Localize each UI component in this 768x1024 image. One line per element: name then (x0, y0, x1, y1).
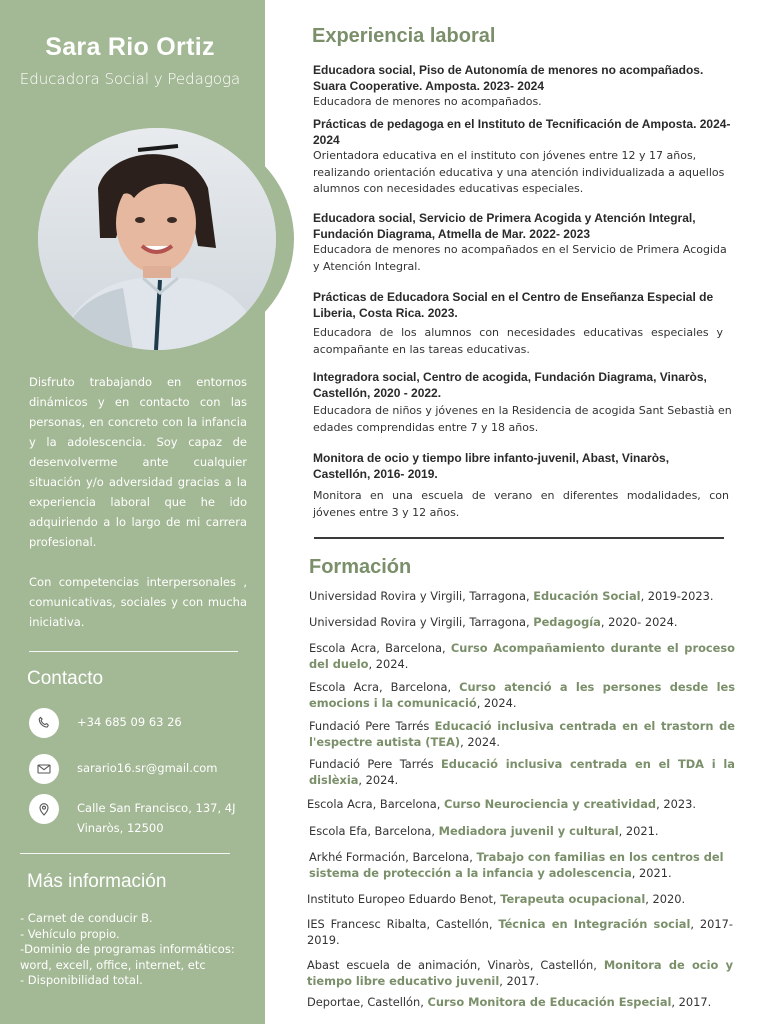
education-item (309, 756, 735, 788)
institution: Fundació Pere Tarrés (309, 719, 435, 733)
institution: Escola Acra, Barcelona, (307, 797, 444, 811)
education-heading: Formación (309, 556, 412, 578)
contact-phone (29, 708, 182, 738)
job-title: Integradora social, Centro de acogida, Fundación Diagrama, Vinaròs, Castellón, 2020 - 2022. (313, 370, 707, 400)
program: Educación Social (533, 589, 641, 603)
divider (29, 651, 238, 652)
job-description: Educadora de niños y jóvenes en la Residencia de acogida Sant Sebastià en edades comprendidas entre 7 y 18 años. (313, 404, 732, 434)
job-description: Monitora en una escuela de verano en diferentes modalidades, con jóvenes entre 3 y 12 años. (313, 489, 729, 519)
job-title: Educadora social, Piso de Autonomía de menores no acompañados. Suara Cooperative. Amposta. 2023- 2024 (313, 63, 704, 93)
dates: , 2021. (631, 866, 672, 880)
institution: Universidad Rovira y Virgili, Tarragona, (309, 589, 534, 603)
education-item (309, 679, 735, 711)
institution: Escola Efa, Barcelona, (309, 824, 439, 838)
institution: Escola Acra, Barcelona, (309, 641, 451, 655)
dates: , 2020- 2024. (600, 615, 678, 629)
program: Mediadora juvenil y cultural (438, 824, 619, 838)
job-description: Orientadora educativa en el instituto con jóvenes entre 12 y 17 años, realizando orientación educativa y una atención individualizada a aquellos alumnos con necesidades educativas especiales. (313, 149, 725, 195)
education-item (307, 916, 733, 948)
program: Terapeuta ocupacional (500, 892, 646, 906)
dates: , 2024. (460, 735, 500, 749)
education-item (307, 994, 733, 1010)
job-entry (313, 290, 723, 358)
address-line-2: Vinaròs, 12500 (77, 821, 164, 835)
profile-photo (38, 128, 276, 350)
dates: , 2024. (358, 773, 399, 787)
dates: , 2021. (618, 824, 659, 838)
education-item (309, 718, 735, 750)
job-title: Educadora social, Servicio de Primera Acogida y Atención Integral, Fundación Diagrama, Atmella de Mar. 2022- 2023 (313, 211, 696, 241)
dates: , 2024. (476, 696, 517, 710)
job-title: Monitora de ocio y tiempo libre infanto-juvenil, Abast, Vinaròs, Castellón, 2016- 2019. (313, 451, 670, 481)
education-item (307, 957, 733, 989)
job-description: Educadora de menores no acompañados. (313, 95, 542, 108)
program: Educació inclusiva centrada en el TDA i la dislèxia (309, 757, 735, 787)
dates: , 2024. (368, 657, 409, 671)
program: Curso Neurociencia y creatividad (443, 797, 657, 811)
dates: , 2020. (645, 892, 686, 906)
institution: Deportae, Castellón, (307, 995, 428, 1009)
education-item (309, 614, 735, 630)
about-paragraph: Disfruto trabajando en entornos dinámicos y en contacto con las personas, en concreto con la infancia y la adolescencia. Soy capaz de desenvolverme ante cualquier situación y/o adversidad gracias a la experiencia laboral que he ido adquiriendo a lo largo de mi carrera profesional. (29, 375, 247, 549)
job-description: Educadora de menores no acompañados en el Servicio de Primera Acogida y Atención Integral. (313, 243, 727, 273)
institution: IES Francesc Ribalta, Castellón, (307, 917, 499, 931)
profile-name: Sara Rio Ortiz (45, 33, 215, 61)
phone-icon (29, 708, 59, 738)
phone-number[interactable]: +34 685 09 63 26 (77, 715, 182, 729)
dates: , 2017. (671, 995, 712, 1009)
about-text (29, 372, 247, 632)
email-address[interactable]: sarario16.sr@gmail.com (77, 761, 218, 775)
contact-email (29, 754, 217, 784)
program: Trabajo con familias en los centros del sistema de protección a la infancia y adolescencia (309, 850, 724, 880)
job-description: Educadora de los alumnos con necesidades educativas especiales y acompañante en las tareas educativas. (313, 326, 723, 356)
program: Pedagogía (533, 615, 601, 629)
program: Técnica en Integración social (498, 917, 691, 931)
institution: Abast escuela de animación, Vinaròs, Castellón, (307, 958, 604, 972)
dates: , 2019-2023. (640, 589, 714, 603)
job-entry (313, 370, 733, 436)
dates: , 2017. (499, 974, 540, 988)
institution: Fundació Pere Tarrés (309, 757, 442, 771)
more-info-item: - Vehículo propio. (20, 926, 120, 941)
institution: Instituto Europeo Eduardo Benot, (307, 892, 501, 906)
profile-role: Educadora Social y Pedagoga (19, 70, 241, 88)
job-entry (313, 451, 729, 521)
contact-heading: Contacto (27, 668, 104, 689)
more-info-item: -Dominio de programas informáticos: word, excell, office, internet, etc (20, 942, 235, 972)
institution: Universidad Rovira y Virgili, Tarragona, (309, 615, 534, 629)
more-info-heading: Más información (27, 871, 167, 892)
more-info-item: - Carnet de conducir B. (20, 911, 153, 925)
mail-icon (29, 754, 59, 784)
divider (20, 853, 230, 854)
address-line-1: Calle San Francisco, 137, 4J (77, 801, 236, 815)
program: Curso Monitora de Educación Especial (427, 995, 672, 1009)
contact-address (29, 794, 235, 838)
location-icon (29, 794, 59, 824)
job-entry (313, 211, 733, 275)
program: Monitora de ocio y tiempo libre educativo juvenil (307, 958, 733, 988)
institution: Escola Acra, Barcelona, (309, 680, 460, 694)
job-title: Prácticas de pedagoga en el Instituto de Tecnificación de Amposta. 2024-2024 (313, 117, 731, 147)
experience-heading: Experiencia laboral (312, 25, 496, 47)
more-info-list (20, 911, 250, 989)
education-item (309, 823, 735, 839)
education-item (309, 588, 735, 604)
education-item (309, 640, 735, 672)
institution: Arkhé Formación, Barcelona, (309, 850, 477, 864)
section-divider (314, 537, 724, 539)
job-entry (313, 117, 733, 198)
dates: , 2023. (656, 797, 696, 811)
job-title: Prácticas de Educadora Social en el Centro de Enseñanza Especial de Liberia, Costa Rica. 2023. (313, 290, 714, 320)
program: Curso atenció a les persones desde les emocions i la comunicació (309, 680, 735, 710)
program: Curso Acompañamiento durante el proceso del duelo (309, 641, 735, 671)
more-info-item: - Disponibilidad total. (20, 973, 143, 988)
dates: , 2017-2019. (307, 917, 733, 947)
education-item (309, 849, 735, 881)
about-paragraph: Con competencias interpersonales , comunicativas, sociales y con mucha iniciativa. (29, 575, 247, 629)
program: Educació inclusiva centrada en el trastorn de l'espectre autista (TEA) (309, 719, 735, 749)
address (77, 794, 235, 838)
job-entry (313, 63, 733, 111)
education-item (307, 891, 733, 907)
education-item (307, 796, 733, 812)
